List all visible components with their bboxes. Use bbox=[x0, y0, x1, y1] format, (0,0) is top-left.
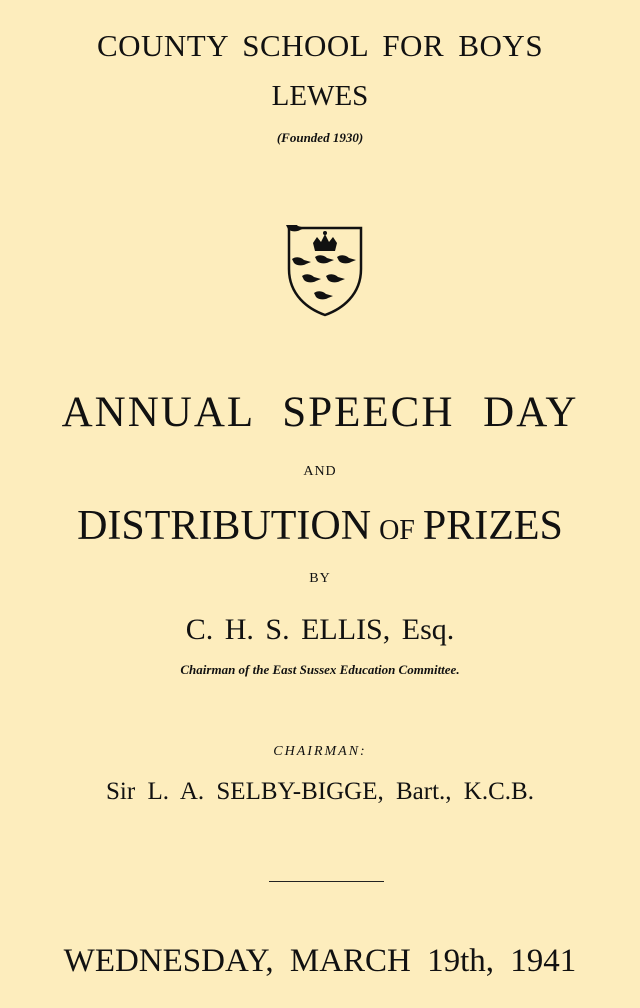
sussex-martlets-shield-icon bbox=[286, 225, 364, 317]
presenter-name: C. H. S. ELLIS, Esq. bbox=[185, 613, 455, 646]
school-name: COUNTY SCHOOL FOR BOYS bbox=[96, 28, 544, 63]
founded-note: (Founded 1930) bbox=[276, 130, 364, 145]
subtitle-of: OF bbox=[379, 515, 415, 546]
event-date: WEDNESDAY, MARCH 19th, 1941 bbox=[63, 943, 577, 979]
presenter-role: Chairman of the East Sussex Education Committee. bbox=[180, 662, 460, 677]
chairman-name: Sir L. A. SELBY-BIGGE, Bart., K.C.B. bbox=[106, 778, 534, 805]
event-title: ANNUAL SPEECH DAY bbox=[61, 389, 579, 436]
subtitle-end: PRIZES bbox=[422, 503, 563, 549]
divider bbox=[269, 881, 384, 882]
event-subtitle bbox=[0, 502, 640, 550]
by-label: BY bbox=[309, 571, 331, 586]
school-town: LEWES bbox=[271, 80, 369, 112]
chairman-label: CHAIRMAN: bbox=[273, 744, 367, 759]
title-connector: AND bbox=[303, 464, 337, 479]
subtitle-main: DISTRIBUTION bbox=[77, 503, 372, 549]
